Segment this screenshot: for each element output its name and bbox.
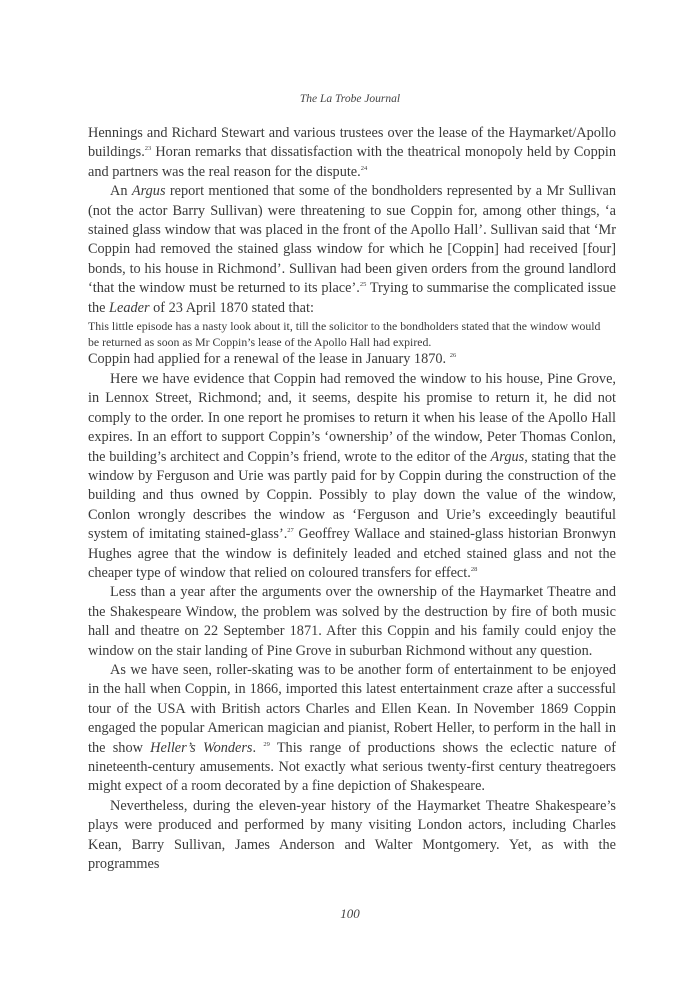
text-run: An (110, 183, 132, 200)
text-run: As we have seen, roller-skating was to be another form of entertainment to be enjoyed in the hall when Coppin, in 1866, imported this latest entertainment craze after a successful tour of the USA with British actors Charles and Ellen Kean. In November 1869 Coppin engaged the popular American magician and pianist, Robert Heller, to perform in the hall in the show (88, 661, 616, 756)
paragraph (88, 583, 616, 661)
block-quote (88, 318, 616, 350)
paragraph (88, 350, 616, 369)
text-run: Horan remarks that dissatisfaction with the theatrical monopoly held by Coppin and partners was the real reason for the dispute. (88, 144, 616, 180)
italic-text: Heller’s Wonders (150, 739, 253, 756)
text-run: Geoffrey Wallace and stained-glass historian Bronwyn Hughes agree that the window is definitely leaded and etched stained glass and not the cheaper type of window that relied on coloured transfers for effect. (88, 526, 616, 581)
text-run: Hennings and Richard Stewart and various trustees over the lease of the Haymarket/Apollo buildings. (88, 125, 616, 161)
text-run: Nevertheless, during the eleven-year history of the Haymarket Theatre Shakespeare’s plays were produced and performed by many visiting London actors, including Charles Kean, Barry Sullivan, James Anderson and Walter Montgomery. Yet, as with the programmes (88, 797, 616, 873)
footnote-ref: 26 (449, 352, 457, 360)
page-number: 100 (340, 906, 360, 921)
footnote-ref: 28 (470, 565, 478, 573)
footnote-ref: 27 (287, 527, 294, 535)
text-run: Here we have evidence that Coppin had removed the window to his house, Pine Grove, in Lennox Street, Richmond; and, it seems, despite his promise to return it, he did not comply to the order. In one report he promises to return it when his lease of the Apollo Hall expires. In an effort to support Coppin’s ‘ownership’ of the window, Peter Thomas Conlon, the building’s architect and Coppin’s friend, wrote to the editor of the (88, 370, 616, 465)
text-run: of 23 April 1870 stated that: (149, 299, 314, 316)
body-text (88, 124, 616, 874)
running-header: The La Trobe Journal (299, 93, 401, 105)
text-run: Trying to summarise the complicated issue the (88, 280, 616, 316)
text-run: This little episode has a nasty look about it, till the solicitor to the bondholders stated that the window would be returned as soon as Mr Coppin’s lease of the Apollo Hall had expired. (88, 319, 601, 350)
footnote-ref: 24 (360, 164, 368, 172)
paragraph (88, 182, 616, 318)
text-run: report mentioned that some of the bondholders represented by a Mr Sullivan (not the actor Barry Sullivan) were threatening to sue Coppin for, among other things, ‘a stained glass window that was placed in the front of the Apollo Hall’. Sullivan said that ‘Mr Coppin had removed the stained glass window for which he [Coppin] had received [four] bonds, to his house in Richmond’. Sullivan had been given orders from the ground landlord ‘that the window must be returned to its place’. (88, 183, 616, 297)
footnote-ref: 29 (263, 740, 270, 748)
text-run: This range of productions shows the eclectic nature of nineteenth-century amusements. Not exactly what serious twenty-first century theatregoers might expect of a room decorated by a fine depiction of Shakespeare. (88, 739, 616, 795)
footnote-ref: 25 (359, 281, 367, 289)
text-run: Coppin had applied for a renewal of the lease in January 1870. (88, 351, 450, 368)
italic-text: Leader (109, 299, 150, 316)
paragraph (88, 370, 616, 583)
paragraph (88, 124, 616, 182)
italic-text: Argus (490, 448, 525, 465)
paragraph (88, 797, 616, 875)
footnote-ref: 23 (144, 145, 152, 153)
text-run: . (252, 739, 264, 756)
paragraph (88, 661, 616, 797)
text-run: , stating that the window by Ferguson and Urie was partly paid for by Coppin during the construction of the building and thus owned by Coppin. Possibly to play down the value of the window, Conlon wrongly describes the window as ‘Ferguson and Urie’s exceedingly beautiful system of imitating stained-glass’. (88, 448, 616, 543)
text-run: Less than a year after the arguments over the ownership of the Haymarket Theatre and the Shakespeare Window, the problem was solved by the destruction by fire of both music hall and theatre on 22 September 1871. After this Coppin and his family could enjoy the window on the stair landing of Pine Grove in suburban Richmond without any question. (88, 584, 616, 659)
italic-text: Argus (131, 183, 166, 200)
